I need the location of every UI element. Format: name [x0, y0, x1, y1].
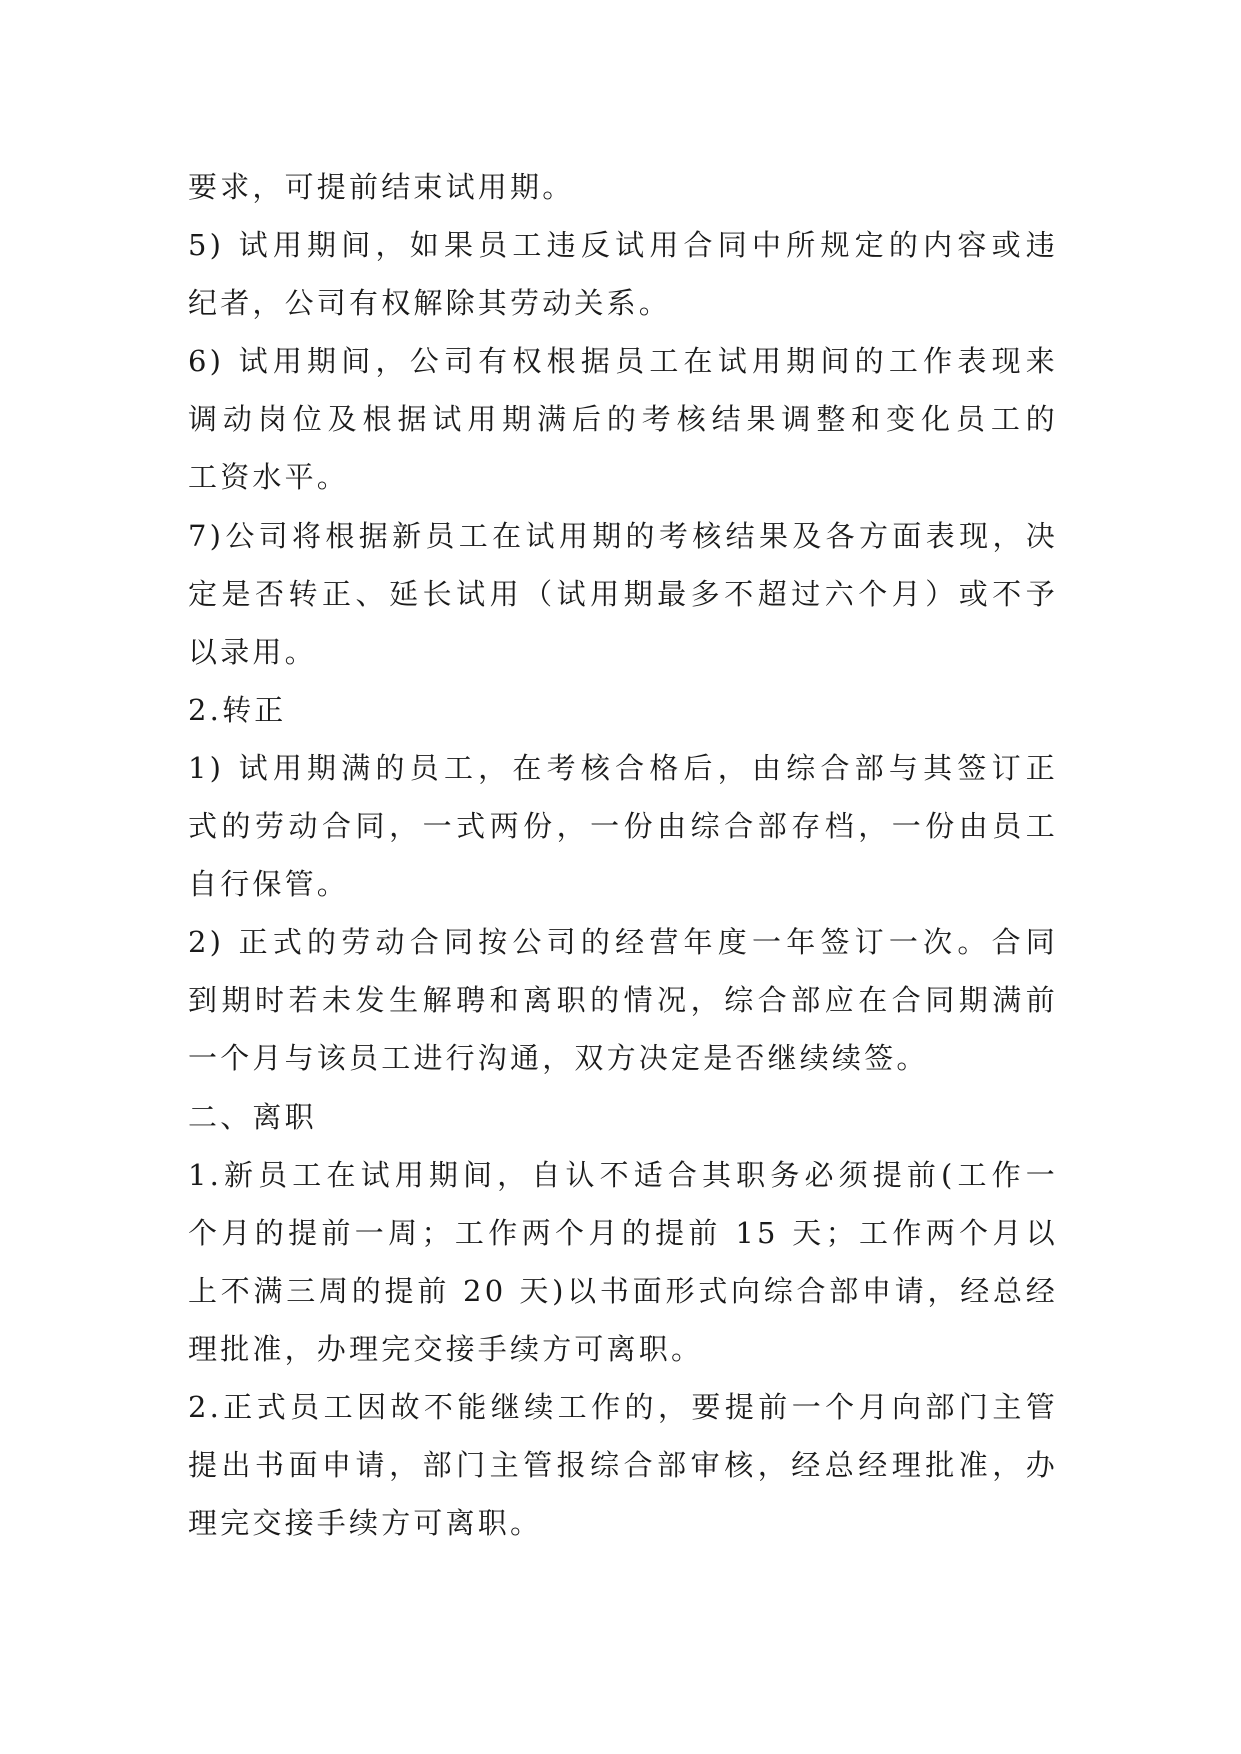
text-line: 2) 正式的劳动合同按公司的经营年度一年签订一次。合同 [188, 925, 1058, 960]
text-line: 一个月与该员工进行沟通，双方决定是否继续续签。 [188, 1041, 929, 1076]
text-line: 定是否转正、延长试用（试用期最多不超过六个月）或不予 [188, 576, 1058, 611]
text-line: 6) 试用期间，公司有权根据员工在试用期间的工作表现来 [188, 344, 1058, 379]
text-line: 工资水平。 [188, 460, 350, 495]
document-body [188, 158, 1058, 1552]
text-line: 调动岗位及根据试用期满后的考核结果调整和变化员工的 [188, 402, 1058, 437]
text-line: 个月的提前一周；工作两个月的提前 15 天；工作两个月以 [188, 1215, 1058, 1250]
text-line: 自行保管。 [188, 867, 350, 902]
text-line: 到期时若未发生解聘和离职的情况，综合部应在合同期满前 [188, 983, 1058, 1018]
text-line: 上不满三周的提前 20 天)以书面形式向综合部申请，经总经 [188, 1273, 1058, 1308]
section-heading: 2.转正 [188, 692, 287, 727]
text-line: 提出书面申请，部门主管报综合部审核，经总经理批准，办 [188, 1448, 1058, 1483]
text-line: 2.正式员工因故不能继续工作的，要提前一个月向部门主管 [188, 1389, 1058, 1424]
text-line: 7)公司将根据新员工在试用期的考核结果及各方面表现，决 [188, 518, 1058, 553]
text-line: 要求，可提前结束试用期。 [188, 170, 575, 204]
text-line: 以录用。 [188, 634, 317, 669]
text-line: 1) 试用期满的员工，在考核合格后，由综合部与其签订正 [188, 750, 1058, 785]
text-line: 纪者，公司有权解除其劳动关系。 [188, 286, 672, 321]
text-line: 5) 试用期间，如果员工违反试用合同中所规定的内容或违 [188, 228, 1058, 263]
text-line: 理完交接手续方可离职。 [188, 1506, 543, 1541]
text-line: 1.新员工在试用期间，自认不适合其职务必须提前(工作一 [188, 1157, 1058, 1192]
text-line: 理批准，办理完交接手续方可离职。 [188, 1331, 704, 1366]
text-line: 式的劳动合同，一式两份，一份由综合部存档，一份由员工 [188, 809, 1058, 844]
section-heading: 二、离职 [188, 1099, 317, 1134]
